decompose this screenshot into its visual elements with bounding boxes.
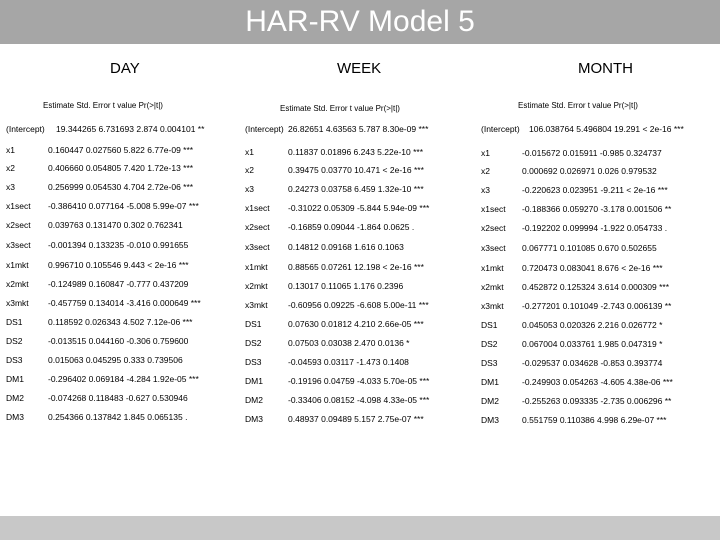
coef-values: -0.013515 0.044160 -0.306 0.759600: [48, 336, 189, 346]
coef-values: 0.39475 0.03770 10.471 < 2e-16 ***: [288, 165, 424, 175]
coef-values: 0.256999 0.054530 4.704 2.72e-06 ***: [48, 182, 194, 192]
term-label: DS1: [6, 317, 23, 327]
term-label: DS2: [6, 336, 23, 346]
coef-values: 0.996710 0.105546 9.443 < 2e-16 ***: [48, 260, 189, 270]
coef-values: 0.000692 0.026971 0.026 0.979532: [522, 166, 657, 176]
coef-values: 0.118592 0.026343 4.502 7.12e-06 ***: [48, 317, 193, 327]
column-header: Estimate Std. Error t value Pr(>|t|): [518, 101, 638, 110]
term-label: DS2: [481, 339, 498, 349]
coef-values: 0.24273 0.03758 6.459 1.32e-10 ***: [288, 184, 424, 194]
coef-values: -0.386410 0.077164 -5.008 5.99e-07 ***: [48, 201, 199, 211]
coef-values: 0.039763 0.131470 0.302 0.762341: [48, 220, 183, 230]
term-label: x2mkt: [245, 281, 268, 291]
term-label: x1sect: [481, 204, 506, 214]
term-label: x2sect: [481, 223, 506, 233]
term-label: x1sect: [6, 201, 31, 211]
coef-values: 0.48937 0.09489 5.157 2.75e-07 ***: [288, 414, 424, 424]
term-label: DM1: [245, 376, 263, 386]
term-label: x2: [245, 165, 254, 175]
term-label: x3sect: [481, 243, 506, 253]
column-header: Estimate Std. Error t value Pr(>|t|): [280, 104, 400, 113]
term-label: x3sect: [245, 242, 270, 252]
term-label: x3: [481, 185, 490, 195]
term-label: x2: [481, 166, 490, 176]
coef-values: 0.406660 0.054805 7.420 1.72e-13 ***: [48, 163, 194, 173]
term-label: DS2: [245, 338, 262, 348]
term-label: x3mkt: [245, 300, 268, 310]
term-label: x1mkt: [245, 262, 268, 272]
term-label: x2sect: [6, 220, 31, 230]
term-label: x3: [6, 182, 15, 192]
coef-values: 0.160447 0.027560 5.822 6.77e-09 ***: [48, 145, 194, 155]
term-label: (Intercept): [245, 124, 284, 134]
term-label: DM2: [245, 395, 263, 405]
coef-values: 0.14812 0.09168 1.616 0.1063: [288, 242, 404, 252]
coef-values: -0.188366 0.059270 -3.178 0.001506 **: [522, 204, 672, 214]
coef-values: -0.074268 0.118483 -0.627 0.530946: [48, 393, 188, 403]
coef-values: -0.33406 0.08152 -4.098 4.33e-05 ***: [288, 395, 430, 405]
term-label: x3mkt: [6, 298, 29, 308]
coef-values: 0.07503 0.03038 2.470 0.0136 *: [288, 338, 410, 348]
coef-values: 0.11837 0.01896 6.243 5.22e-10 ***: [288, 147, 424, 157]
term-label: x2: [6, 163, 15, 173]
coef-values: 0.067771 0.101085 0.670 0.502655: [522, 243, 657, 253]
coef-values: 0.88565 0.07261 12.198 < 2e-16 ***: [288, 262, 424, 272]
coef-values: 0.067004 0.033761 1.985 0.047319 *: [522, 339, 663, 349]
coef-values: 19.344265 6.731693 2.874 0.004101 **: [56, 124, 205, 134]
coef-values: -0.60956 0.09225 -6.608 5.00e-11 ***: [288, 300, 429, 310]
coef-values: 106.038764 5.496804 19.291 < 2e-16 ***: [529, 124, 684, 134]
panel-heading: MONTH: [578, 60, 633, 77]
coef-values: -0.029537 0.034628 -0.853 0.393774: [522, 358, 663, 368]
coef-values: 0.254366 0.137842 1.845 0.065135 .: [48, 412, 188, 422]
term-label: x2sect: [245, 222, 270, 232]
term-label: DS3: [6, 355, 23, 365]
coef-values: -0.255263 0.093335 -2.735 0.006296 **: [522, 396, 672, 406]
term-label: DS1: [481, 320, 498, 330]
coef-values: -0.296402 0.069184 -4.284 1.92e-05 ***: [48, 374, 199, 384]
coef-values: -0.001394 0.133235 -0.010 0.991655: [48, 240, 189, 250]
coef-values: 0.13017 0.11065 1.176 0.2396: [288, 281, 404, 291]
coef-values: -0.04593 0.03117 -1.473 0.1408: [288, 357, 409, 367]
coef-values: -0.277201 0.101049 -2.743 0.006139 **: [522, 301, 672, 311]
coef-values: 0.551759 0.110386 4.998 6.29e-07 ***: [522, 415, 667, 425]
term-label: DM3: [245, 414, 263, 424]
term-label: x3mkt: [481, 301, 504, 311]
term-label: (Intercept): [481, 124, 520, 134]
coef-values: 0.452872 0.125324 3.614 0.000309 ***: [522, 282, 669, 292]
coef-values: -0.457759 0.134014 -3.416 0.000649 ***: [48, 298, 201, 308]
panel-heading: WEEK: [337, 60, 382, 77]
panel-heading: DAY: [110, 60, 140, 77]
coef-values: -0.124989 0.160847 -0.777 0.437209: [48, 279, 189, 289]
term-label: DM3: [6, 412, 24, 422]
coef-values: 0.015063 0.045295 0.333 0.739506: [48, 355, 183, 365]
term-label: DM1: [6, 374, 24, 384]
coef-values: -0.192202 0.099994 -1.922 0.054733 .: [522, 223, 668, 233]
coef-values: -0.19196 0.04759 -4.033 5.70e-05 ***: [288, 376, 430, 386]
term-label: x1mkt: [481, 263, 504, 273]
term-label: DS1: [245, 319, 262, 329]
term-label: DM3: [481, 415, 499, 425]
coef-values: 26.82651 4.63563 5.787 8.30e-09 ***: [288, 124, 429, 134]
term-label: DM2: [481, 396, 499, 406]
term-label: x1sect: [245, 203, 270, 213]
term-label: x3: [245, 184, 254, 194]
term-label: DM1: [481, 377, 499, 387]
term-label: x1: [245, 147, 254, 157]
term-label: DS3: [245, 357, 262, 367]
coef-values: 0.720473 0.083041 8.676 < 2e-16 ***: [522, 263, 663, 273]
coef-values: 0.045053 0.020326 2.216 0.026772 *: [522, 320, 663, 330]
column-header: Estimate Std. Error t value Pr(>|t|): [43, 101, 163, 110]
term-label: DS3: [481, 358, 498, 368]
title-bar: [0, 0, 720, 44]
term-label: x2mkt: [481, 282, 504, 292]
term-label: x3sect: [6, 240, 31, 250]
term-label: x1mkt: [6, 260, 29, 270]
term-label: x1: [6, 145, 15, 155]
term-label: x1: [481, 148, 490, 158]
coef-values: 0.07630 0.01812 4.210 2.66e-05 ***: [288, 319, 424, 329]
coef-values: -0.31022 0.05309 -5.844 5.94e-09 ***: [288, 203, 430, 213]
coef-values: -0.220623 0.023951 -9.211 < 2e-16 ***: [522, 185, 668, 195]
slide-title: HAR-RV Model 5: [245, 5, 475, 38]
bottom-bar: [0, 516, 720, 540]
coef-values: -0.16859 0.09044 -1.864 0.0625 .: [288, 222, 415, 232]
coef-values: -0.249903 0.054263 -4.605 4.38e-06 ***: [522, 377, 673, 387]
term-label: x2mkt: [6, 279, 29, 289]
term-label: (Intercept): [6, 124, 45, 134]
term-label: DM2: [6, 393, 24, 403]
coef-values: -0.015672 0.015911 -0.985 0.324737: [522, 148, 662, 158]
